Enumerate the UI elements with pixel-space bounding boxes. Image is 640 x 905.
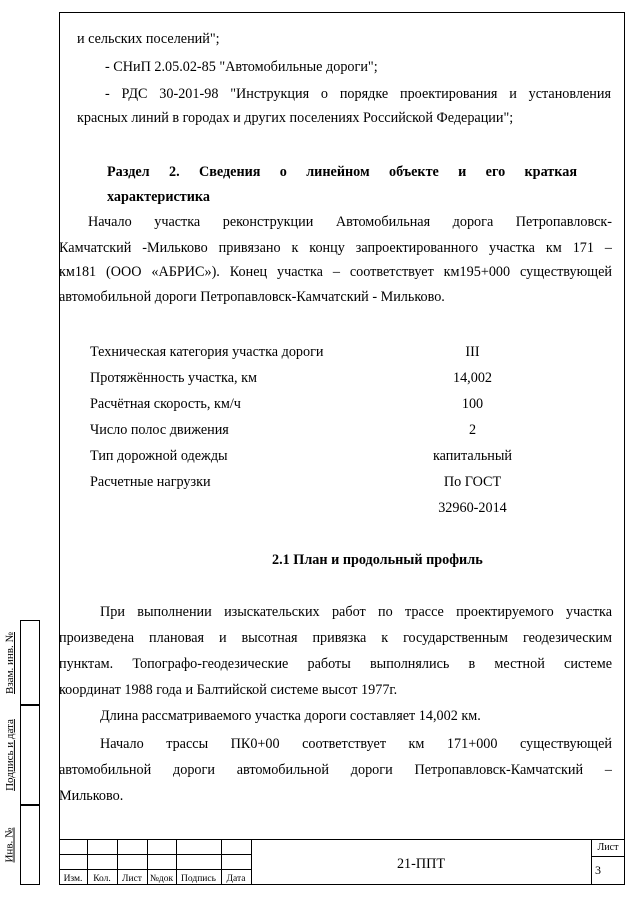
col-izm: Изм. [63,874,83,884]
paragraph-line: пунктам. Топографо-геодезические работы выполнялись в местной системе [59,656,612,672]
spec-value: 2 [468,422,477,438]
spec-value: По ГОСТ [443,474,502,490]
col-ndok: №док [149,874,174,884]
col-list: Лист [122,874,142,884]
spec-label: Протяжённость участка, км [90,370,257,386]
spec-label: Техническая категория участка дороги [90,344,324,360]
title-block [59,839,625,885]
spec-label: Расчетные нагрузки [90,474,211,490]
spec-value: 32960-2014 [438,500,507,516]
paragraph-line: км181 (ООО «АБРИС»). Конец участка – соответствует км195+000 существующей [59,264,612,280]
subsection-heading: 2.1 План и продольный профиль [272,552,483,568]
text-line: красных линий в городах и других поселениях Российской Федерации"; [77,110,514,126]
sheet-number: 3 [595,863,601,877]
spec-value: III [465,344,480,360]
spec-value: 14,002 [452,370,492,386]
paragraph-line: произведена плановая и высотная привязка к государственным геодезическим [59,630,612,646]
spec-value: 100 [461,396,484,412]
section-heading: характеристика [107,189,210,205]
spec-label: Тип дорожной одежды [90,448,228,464]
paragraph-line: координат 1988 года и Балтийской системе высот 1977г. [59,682,398,698]
col-kol: Кол. [93,874,111,884]
vzam-inv-label: Взам. инв. № [4,631,16,694]
col-data: Дата [226,874,246,884]
paragraph-line: Камчатский -Мильково привязано к концу запроектированного участка км 171 – [59,240,612,256]
section-heading: Раздел 2. Сведения о линейном объекте и его краткая [107,164,577,180]
text-line: - СНиП 2.05.02-85 "Автомобильные дороги"; [105,59,378,75]
paragraph-line: автомобильной дороги автомобильной дороги Петропавловск-Камчатский – [59,762,612,778]
text-line: и сельских поселений"; [77,31,220,47]
paragraph-line: Длина рассматриваемого участка дороги составляет 14,002 км. [100,708,481,724]
col-podpis: Подпись [181,874,216,884]
paragraph-line: Мильково. [59,788,124,804]
paragraph-line: Начало участка реконструкции Автомобильная дорога Петропавловск- [88,214,612,230]
document-code: 21-ППТ [396,856,446,872]
text-line: - РДС 30-201-98 "Инструкция о порядке проектирования и установления [105,86,611,102]
spec-value: капитальный [432,448,513,464]
spec-label: Расчётная скорость, км/ч [90,396,241,412]
signature-date-label: Подпись и дата [4,719,16,791]
paragraph-line: При выполнении изыскательских работ по трассе проектируемого участка [100,604,612,620]
spec-label: Число полос движения [90,422,229,438]
inv-number-label: Инв. № [4,827,16,863]
sheet-label: Лист [597,842,619,853]
paragraph-line: Начало трассы ПК0+00 соответствует км 171+000 существующей [100,736,612,752]
paragraph-line: автомобильной дороги Петропавловск-Камчатский - Мильково. [59,289,445,305]
